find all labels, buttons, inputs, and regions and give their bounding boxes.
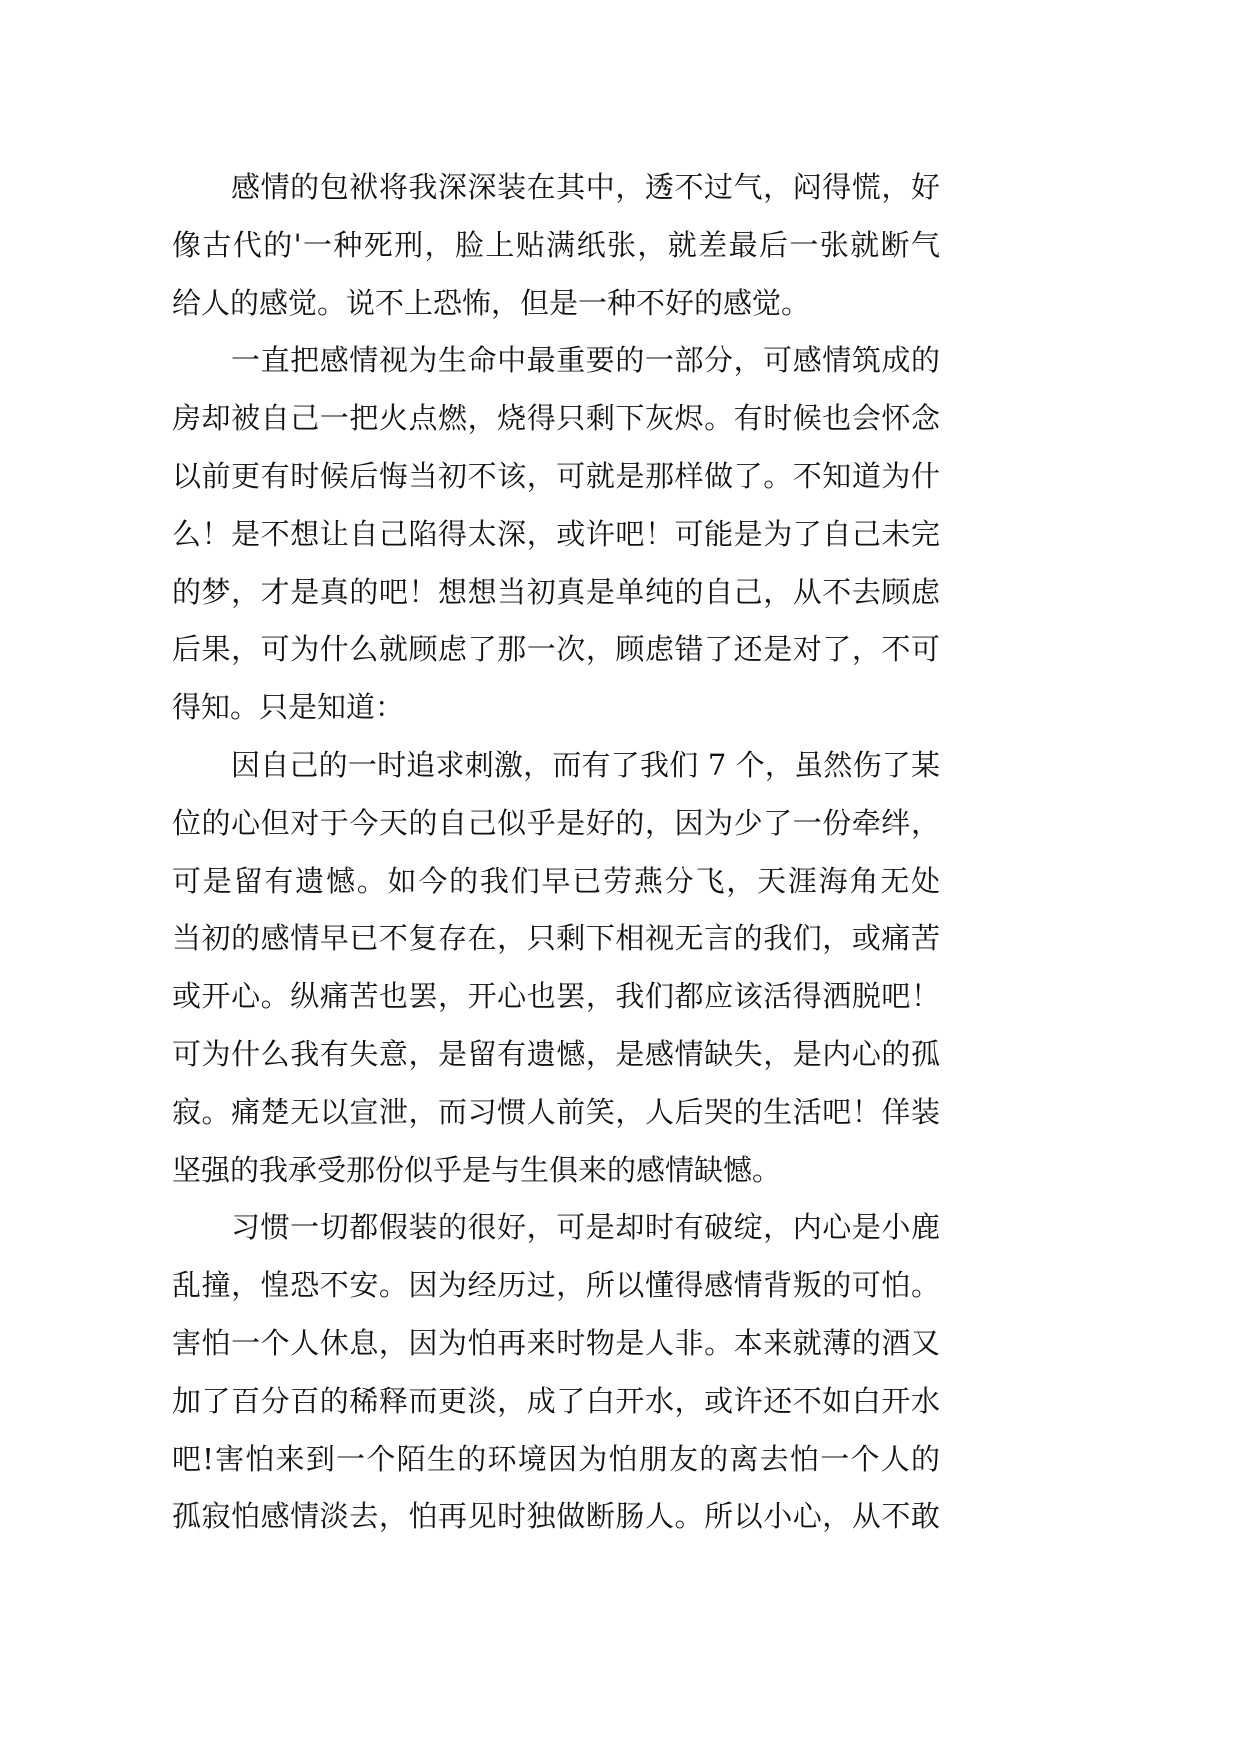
text-line: 的梦，才是真的吧！想想当初真是单纯的自己，从不去顾虑 — [172, 574, 940, 609]
text-line: 位的心但对于今天的自己似乎是好的，因为少了一份牵绊， — [172, 805, 940, 840]
text-line: 可是留有遗憾。如今的我们早已劳燕分飞，天涯海角无处 — [172, 863, 940, 898]
text-line: 一直把感情视为生命中最重要的一部分，可感情筑成的 — [231, 343, 940, 378]
text-line: 害怕一个人休息，因为怕再来时物是人非。本来就薄的酒又 — [172, 1325, 940, 1360]
body-text — [172, 159, 940, 1546]
text-line: 寂。痛楚无以宣泄，而习惯人前笑，人后哭的生活吧！佯装 — [172, 1094, 940, 1129]
text-line: 房却被自己一把火点燃，烧得只剩下灰烬。有时候也会怀念 — [172, 401, 940, 436]
paragraph-2 — [172, 332, 940, 737]
text-line: 因自己的一时追求刺激，而有了我们 7 个，虽然伤了某 — [231, 747, 940, 782]
text-line: 乱撞，惶恐不安。因为经历过，所以懂得感情背叛的可怕。 — [172, 1268, 940, 1303]
paragraph-3 — [172, 737, 940, 1199]
text-line: 坚强的我承受那份似乎是与生俱来的感情缺憾。 — [172, 1152, 782, 1187]
text-line: 或开心。纵痛苦也罢，开心也罢，我们都应该活得洒脱吧！ — [172, 979, 940, 1014]
text-line: 可为什么我有失意，是留有遗憾，是感情缺失，是内心的孤 — [172, 1036, 940, 1071]
text-line: 后果，可为什么就顾虑了那一次，顾虑错了还是对了，不可 — [172, 632, 940, 667]
paragraph-4 — [172, 1199, 940, 1546]
text-line: 孤寂怕感情淡去，怕再见时独做断肠人。所以小心，从不敢 — [172, 1499, 940, 1534]
text-line: 习惯一切都假装的很好，可是却时有破绽，内心是小鹿 — [231, 1210, 940, 1245]
text-line: 得知。只是知道： — [172, 690, 405, 725]
text-line: 像古代的'一种死刑，脸上贴满纸张，就差最后一张就断气 — [172, 227, 940, 262]
text-line: 感情的包袱将我深深装在其中，透不过气，闷得慌，好 — [231, 170, 940, 204]
text-line: 以前更有时候后悔当初不该，可就是那样做了。不知道为什 — [172, 458, 940, 493]
text-line: 加了百分百的稀释而更淡，成了白开水，或许还不如白开水 — [172, 1383, 940, 1418]
text-line: 当初的感情早已不复存在，只剩下相视无言的我们，或痛苦 — [172, 921, 940, 956]
text-line: 吧!害怕来到一个陌生的环境因为怕朋友的离去怕一个人的 — [172, 1441, 940, 1476]
paragraph-1 — [172, 159, 940, 332]
text-line: 给人的感觉。说不上恐怖，但是一种不好的感觉。 — [172, 285, 811, 320]
text-line: 么！是不想让自己陷得太深，或许吧！可能是为了自己未完 — [172, 516, 940, 551]
